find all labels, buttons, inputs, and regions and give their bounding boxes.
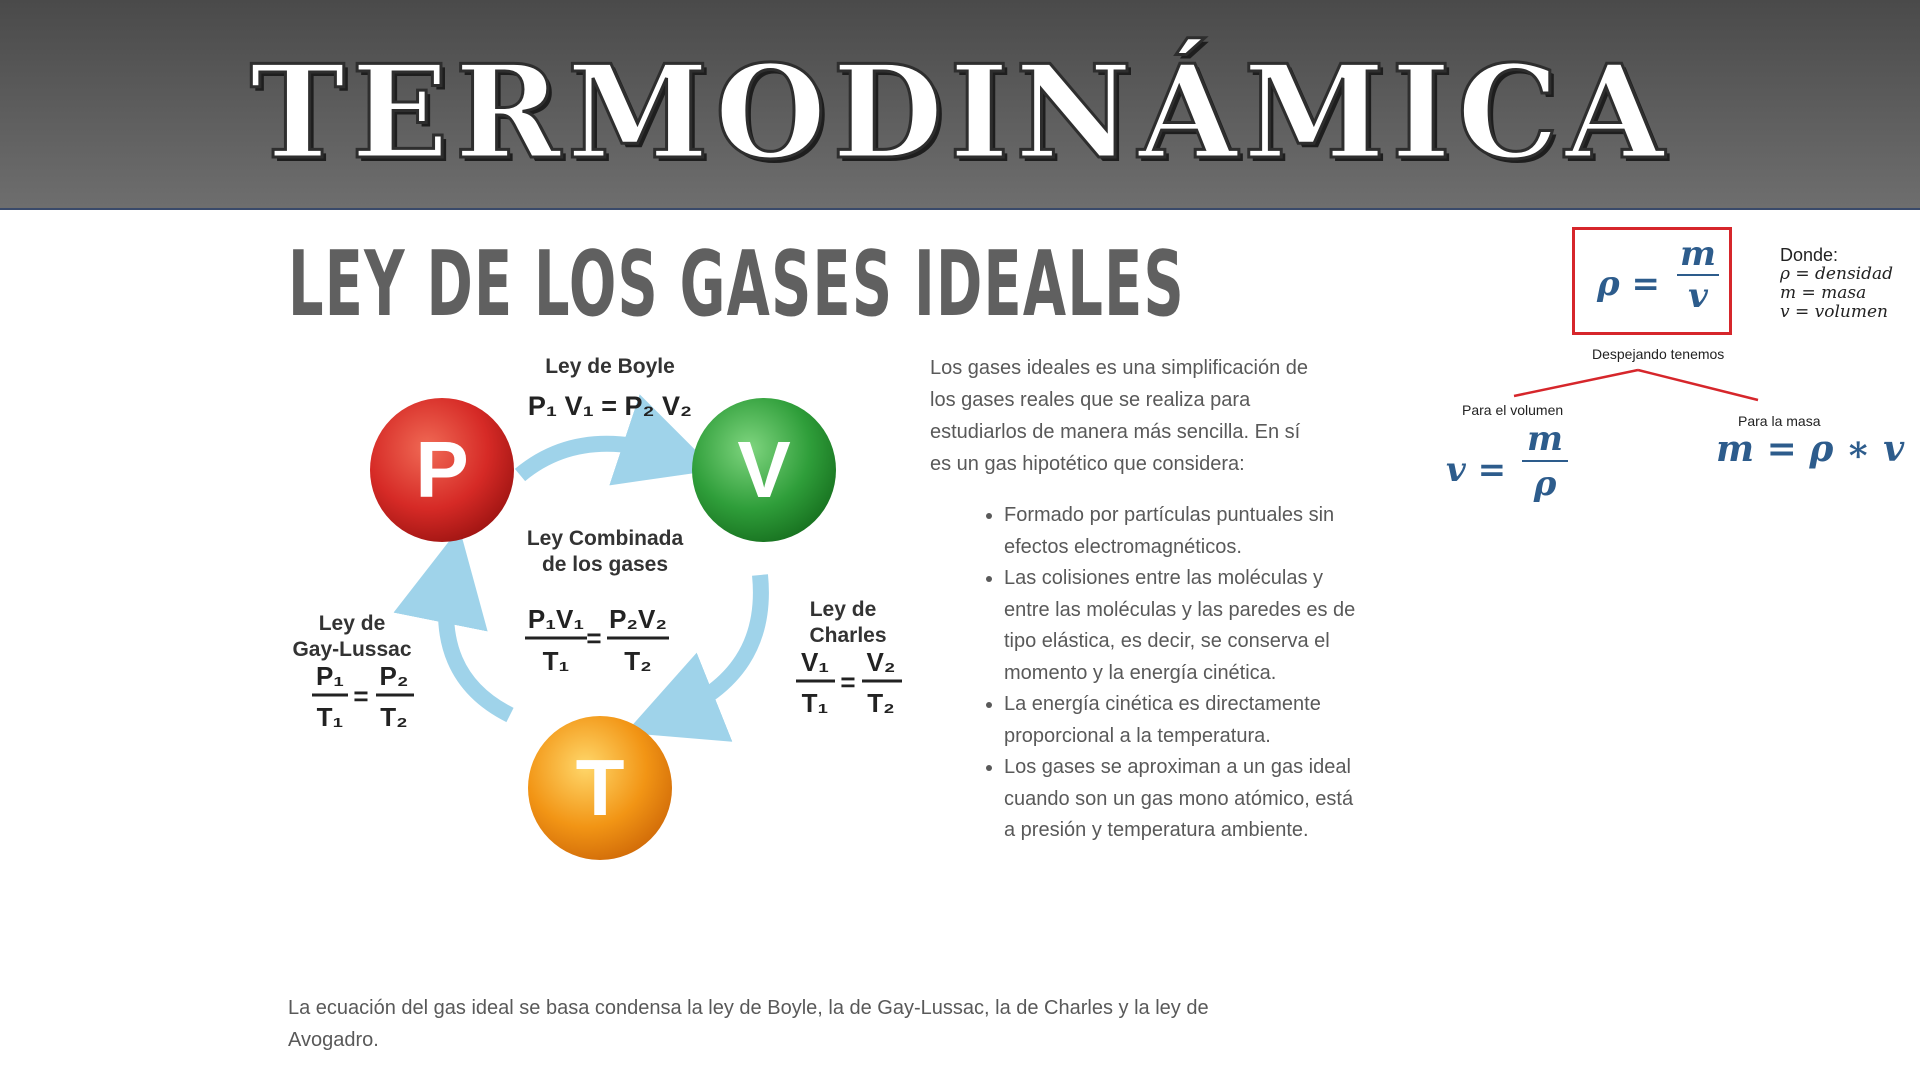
- list-item: • Formado por partículas puntuales sin efectos electromagnéticos.: [1004, 500, 1360, 563]
- arrow-p-to-v: [520, 444, 670, 475]
- intro-paragraph: Los gases ideales es una simplificación de los gases reales que se realiza para estudiarlos de manera más sencilla. En sí es un gas hipotético que considera:: [930, 357, 1308, 475]
- combined-title-2: de los gases: [541, 553, 669, 576]
- gay-lussac-title-1: Ley de: [318, 612, 386, 635]
- despejando-label: Despejando tenemos: [1592, 346, 1725, 362]
- combined-title-1: Ley Combinada: [526, 527, 684, 550]
- boyle-title: Ley de Boyle: [545, 355, 675, 378]
- mass-label: Para la masa: [1738, 413, 1821, 429]
- ch-left-den: T₁: [801, 688, 829, 718]
- combined-right-den: T₂: [624, 646, 652, 676]
- gl-right-den: T₂: [380, 702, 408, 732]
- v-circle: [692, 398, 836, 542]
- gl-eq: =: [353, 681, 369, 711]
- combined-left-den: T₁: [542, 646, 570, 676]
- t-letter: T: [575, 743, 625, 832]
- combined-eq: =: [586, 623, 602, 653]
- donde-label: Donde:: [1780, 245, 1839, 265]
- title-banner: [0, 0, 1920, 210]
- volume-num: m: [1527, 419, 1563, 459]
- density-fraction: [1677, 234, 1719, 316]
- properties-list: [974, 500, 1360, 847]
- gay-lussac-title-2: Gay-Lussac: [292, 638, 412, 661]
- gl-left-den: T₁: [316, 702, 344, 732]
- donde-row-mass: m = masa: [1780, 283, 1867, 303]
- gl-right-num: P₂: [379, 661, 409, 691]
- volume-fraction: [1522, 418, 1568, 506]
- combined-right-num: P₂V₂: [609, 604, 667, 634]
- ch-left-num: V₁: [800, 647, 830, 677]
- combined-left-num: P₁V₁: [527, 604, 585, 634]
- gas-laws-diagram: [280, 345, 920, 865]
- footer-paragraph: La ecuación del gas ideal se basa condensa la ley de Boyle, la de Gay-Lussac, la de Charles y la ley de Avogadro.: [288, 997, 1209, 1051]
- volume-label: Para el volumen: [1462, 402, 1564, 418]
- p-circle: [370, 398, 514, 542]
- arrow-t-to-p: [446, 575, 510, 715]
- boyle-formula: P₁ V₁ = P₂ V₂: [527, 391, 693, 421]
- volume-lhs: v =: [1446, 450, 1507, 490]
- donde-legend: [1780, 246, 1893, 322]
- p-letter: P: [415, 425, 469, 514]
- charles-title-1: Ley de: [809, 598, 877, 621]
- ch-right-num: V₂: [866, 647, 896, 677]
- ch-eq: =: [840, 667, 856, 697]
- arrow-v-to-t: [670, 575, 761, 715]
- density-num: m: [1680, 234, 1716, 274]
- volume-den: ρ: [1533, 464, 1557, 504]
- banner-title: TERMODINÁMICA: [249, 38, 1671, 188]
- list-item: • Los gases se aproximan a un gas ideal cuando son un gas mono atómico, está a presión y temperatura ambiente.: [1004, 752, 1360, 847]
- gl-left-num: P₁: [315, 661, 345, 691]
- density-den: v: [1688, 276, 1708, 316]
- t-circle: [528, 716, 672, 860]
- charles-title-2: Charles: [809, 624, 887, 647]
- donde-row-density: ρ = densidad: [1780, 264, 1893, 284]
- section-title: LEY DE LOS GASES IDEALES: [288, 232, 1185, 337]
- density-lhs: ρ =: [1597, 264, 1660, 304]
- ch-right-den: T₂: [867, 688, 895, 718]
- v-letter: V: [737, 425, 791, 514]
- mass-formula: m = ρ ∗ v: [1716, 428, 1905, 470]
- list-item: • Las colisiones entre las moléculas y entre las moléculas y las paredes es de tipo elástica, es decir, se conserva el momento y la energía cinética.: [1004, 563, 1360, 689]
- density-formula-box: [1572, 227, 1732, 335]
- list-item: • La energía cinética es directamente proporcional a la temperatura.: [1004, 689, 1360, 752]
- donde-row-volume: v = volumen: [1780, 302, 1889, 322]
